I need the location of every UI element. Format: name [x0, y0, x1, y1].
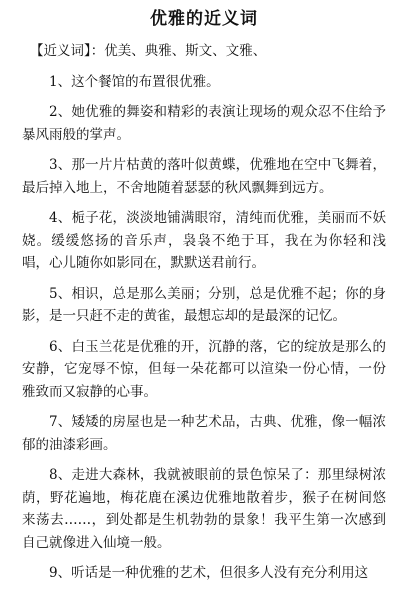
example-sentence-1: 1、这个餐馆的布置很优雅。 [49, 73, 220, 90]
example-sentence-9: 9、听话是一种优雅的艺术，但很多人没有充分利用这 [49, 565, 369, 581]
example-sentence-5: 5、相识，总是那么美丽；分别，总是优雅不起；你的身影，是一只赶不走的黄雀，最想忘却的是最深的记忆。 [22, 285, 386, 324]
example-sentence-2: 2、她优雅的舞姿和精彩的表演让现场的观众忍不住给予暴风雨般的掌声。 [22, 104, 386, 143]
page-title: 优雅的近义词 [150, 9, 258, 29]
example-sentence-7: 7、矮矮的房屋也是一种艺术品，古典、优雅，像一幅浓郁的油漆彩画。 [22, 414, 386, 453]
example-sentence-8: 8、走进大森林，我就被眼前的景色惊呆了：那里绿树浓荫，野花遍地，梅花鹿在溪边优雅地散着步，猴子在树间悠来荡去……，到处都是生机勃勃的景象！我平生第一次感到自己就像进入仙境一般。 [22, 467, 386, 551]
example-sentence-3: 3、那一片片枯黄的落叶似黄蝶，优雅地在空中飞舞着，最后掉入地上，不舍地随着瑟瑟的秋风飘舞到远方。 [22, 157, 386, 196]
synonyms-line: 【近义词】：优美、典雅、斯文、文雅、 [30, 43, 267, 59]
example-sentence-4: 4、栀子花，淡淡地铺满眼帘，清纯而优雅，美丽而不妖娆。缓缓悠扬的音乐声，袅袅不绝于耳，我在为你轻和浅唱，心儿随你如影同在，默默送君前行。 [22, 210, 386, 271]
example-sentence-6: 6、白玉兰花是优雅的开，沉静的落，它的绽放是那么的安静，它宠辱不惊，但每一朵花都可以渲染一份心情，一份雅致而又寂静的心事。 [22, 338, 386, 400]
